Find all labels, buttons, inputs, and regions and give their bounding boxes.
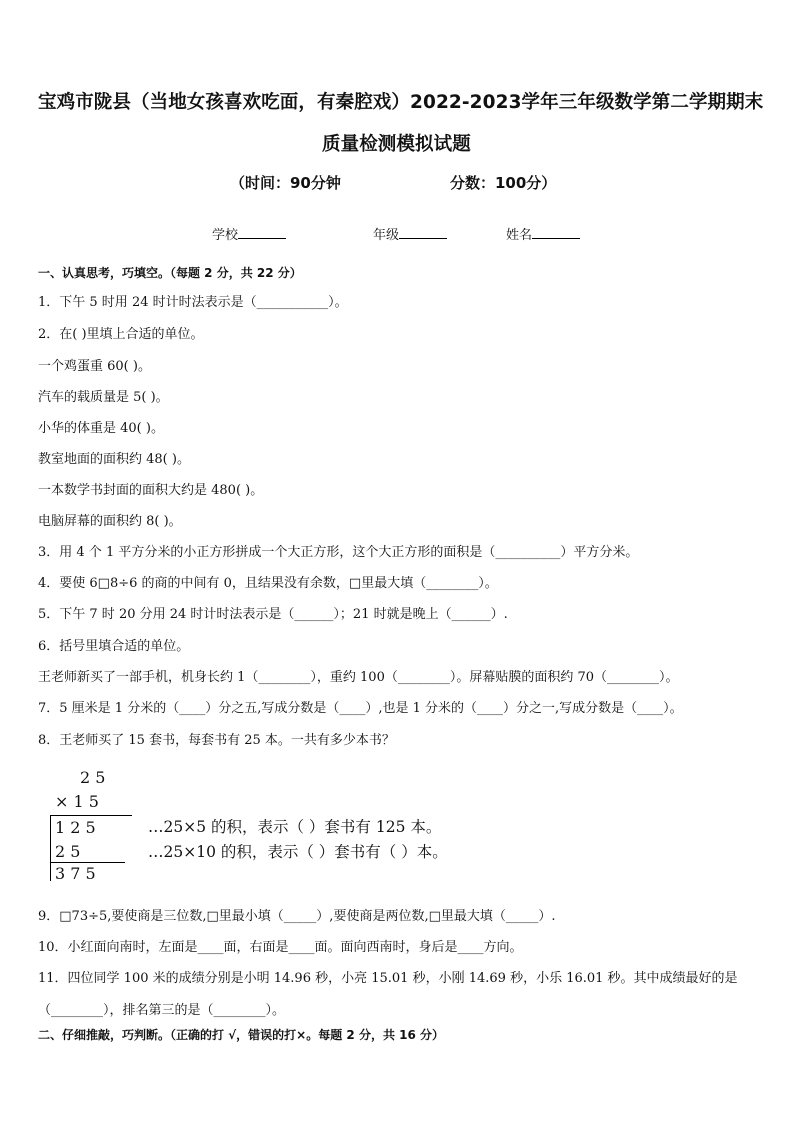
question-2-item: 小华的体重是 40( )。 xyxy=(38,421,164,436)
calc-rule-left xyxy=(50,815,51,881)
calc-partial-2: 2 5 xyxy=(55,842,81,861)
school-blank xyxy=(238,228,286,239)
question-2-item: 电脑屏幕的面积约 8( )。 xyxy=(38,514,182,529)
question-2: 2．在( )里填上合适的单位。 xyxy=(38,327,204,342)
question-2-item: 一本数学书封面的面积大约是 480( )。 xyxy=(38,483,264,498)
question-5: 5．下午 7 时 20 分用 24 时计时法表示是（______）；21 时就是晚上（______）. xyxy=(38,607,508,622)
question-1: 1．下午 5 时用 24 时计时法表示是（___________）。 xyxy=(38,295,348,310)
question-2-item: 汽车的载质量是 5( )。 xyxy=(38,390,169,405)
question-10: 10．小红面向南时，左面是____面，右面是____面。面向西南时，身后是____方向。 xyxy=(38,940,523,955)
page-title-line2: 质量检测模拟试题 xyxy=(322,134,471,155)
question-2-item: 一个鸡蛋重 60( )。 xyxy=(38,359,151,374)
calc-note-2: …25×10 的积，表示（ ）套书有（ ）本。 xyxy=(148,843,448,861)
calc-multiplicand: 2 5 xyxy=(80,768,106,787)
grade-label: 年级 xyxy=(373,228,400,243)
section2-heading: 二、仔细推敲，巧判断。（正确的打 √，错误的打×。每题 2 分，共 16 分） xyxy=(38,1028,444,1042)
question-9: 9．□73÷5,要使商是三位数,□里最小填（_____）,要使商是两位数,□里最大填（_____）. xyxy=(38,909,556,924)
question-11: 11．四位同学 100 米的成绩分别是小明 14.96 秒，小亮 15.01 秒，小刚 14.69 秒，小乐 16.01 秒。其中成绩最好的是 xyxy=(38,971,738,986)
question-11-cont: （________），排名第三的是（________）。 xyxy=(38,1003,286,1018)
question-3: 3．用 4 个 1 平方分米的小正方形拼成一个大正方形，这个大正方形的面积是（__________）平方分米。 xyxy=(38,545,639,560)
school-field xyxy=(212,224,286,243)
question-6: 6．括号里填合适的单位。 xyxy=(38,639,190,654)
exam-score: 分数：100分） xyxy=(450,174,557,192)
calc-multiplier: × 1 5 xyxy=(55,792,99,811)
grade-field xyxy=(373,224,447,243)
question-2-item: 教室地面的面积约 48( )。 xyxy=(38,452,190,467)
calc-partial-1: 1 2 5 xyxy=(55,818,96,837)
question-8: 8．王老师买了 15 套书，每套书有 25 本。一共有多少本书？ xyxy=(38,733,395,748)
name-label: 姓名 xyxy=(506,228,533,243)
question-6-item: 王老师新买了一部手机，机身长约 1（________），重约 100（________）。屏幕贴膜的面积约 70（________）。 xyxy=(38,670,679,685)
calc-result: 3 7 5 xyxy=(55,864,96,883)
grade-blank xyxy=(399,228,447,239)
section1-heading: 一、认真思考，巧填空。（每题 2 分，共 22 分） xyxy=(38,266,302,280)
calc-rule-2 xyxy=(50,862,125,863)
name-blank xyxy=(532,228,580,239)
school-label: 学校 xyxy=(212,228,239,243)
calc-note-1: …25×5 的积，表示（ ）套书有 125 本。 xyxy=(148,818,442,836)
question-7: 7．5 厘米是 1 分米的（____）分之五,写成分数是（____）,也是 1 分米的（____）分之一,写成分数是（____）。 xyxy=(38,701,683,716)
name-field xyxy=(506,224,580,243)
calc-rule-1 xyxy=(50,815,132,816)
page-title-line1: 宝鸡市陇县（当地女孩喜欢吃面，有秦腔戏）2022-2023学年三年级数学第二学期期末 xyxy=(38,92,764,113)
exam-time: （时间：90分钟 xyxy=(230,174,341,192)
question-4: 4．要使 6□8÷6 的商的中间有 0，且结果没有余数，□里最大填（________）。 xyxy=(38,576,498,591)
